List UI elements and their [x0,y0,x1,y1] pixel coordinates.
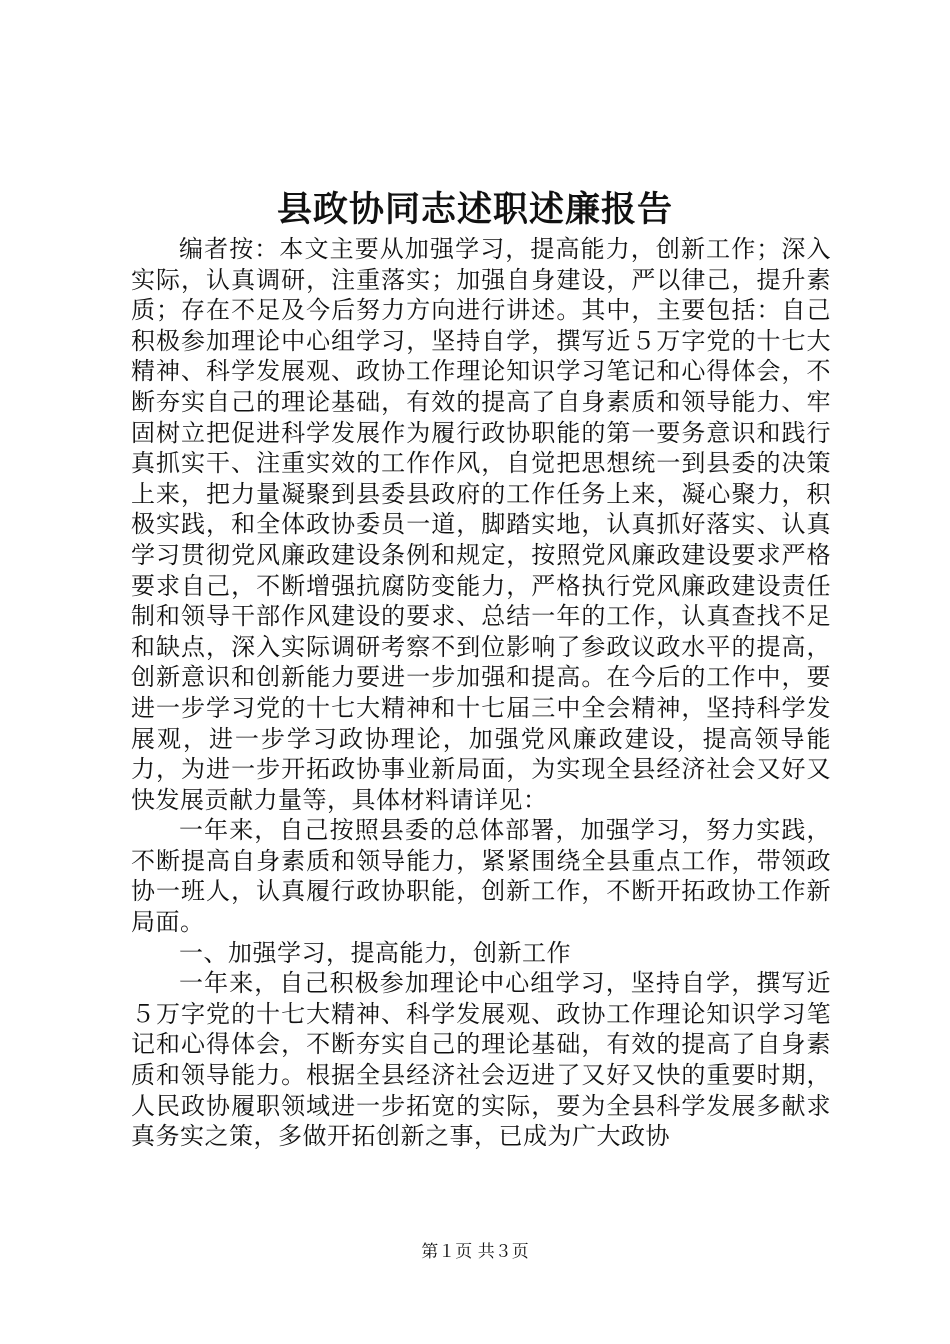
page-number: 第１页 共３页 [421,1242,529,1262]
intro-paragraph: 一年来，自己按照县委的总体部署，加强学习，努力实践，不断提高自身素质和领导能力，紧紧围绕全县重点工作，带领政协一班人，认真履行政协职能，创新工作，不断开拓政协工作新局面。 [131,816,831,937]
document-body [131,234,831,1152]
section-paragraph: 一年来，自己积极参加理论中心组学习，坚持自学，撰写近５万字党的十七大精神、科学发展观、政协工作理论知识学习笔记和心得体会，不断夯实自己的理论基础，有效的提高了自身素质和领导能力。根据全县经济社会迈进了又好又快的重要时期，人民政协履职领域进一步拓宽的实际，要为全县科学发展多献求真务实之策，多做开拓创新之事，已成为广大政协 [131,969,831,1151]
page-title: 县政协同志述职述廉报告 [276,189,673,230]
section-heading: 一、加强学习，提高能力，创新工作 [179,938,571,967]
editor-note-paragraph: 编者按：本文主要从加强学习，提高能力，创新工作；深入实际，认真调研，注重落实；加强自身建设，严以律己，提升素质；存在不足及今后努力方向进行讲述。其中，主要包括：自己积极参加理论中心组学习，坚持自学，撰写近５万字党的十七大精神、科学发展观、政协工作理论知识学习笔记和心得体会，不断夯实自己的理论基础，有效的提高了自身素质和领导能力、牢固树立把促进科学发展作为履行政协职能的第一要务意识和践行真抓实干、注重实效的工作作风，自觉把思想统一到县委的决策上来，把力量凝聚到县委县政府的工作任务上来，凝心聚力，积极实践，和全体政协委员一道，脚踏实地，认真抓好落实、认真学习贯彻党风廉政建设条例和规定，按照党风廉政建设要求严格要求自己，不断增强抗腐防变能力，严格执行党风廉政建设责任制和领导干部作风建设的要求、总结一年的工作，认真查找不足和缺点，深入实际调研考察不到位影响了参政议政水平的提高，创新意识和创新能力要进一步加强和提高。在今后的工作中，要进一步学习党的十七大精神和十七届三中全会精神，坚持科学发展观，进一步学习政协理论，加强党风廉政建设，提高领导能力，为进一步开拓政协事业新局面，为实现全县经济社会又好又快发展贡献力量等，具体材料请详见： [131,235,831,814]
